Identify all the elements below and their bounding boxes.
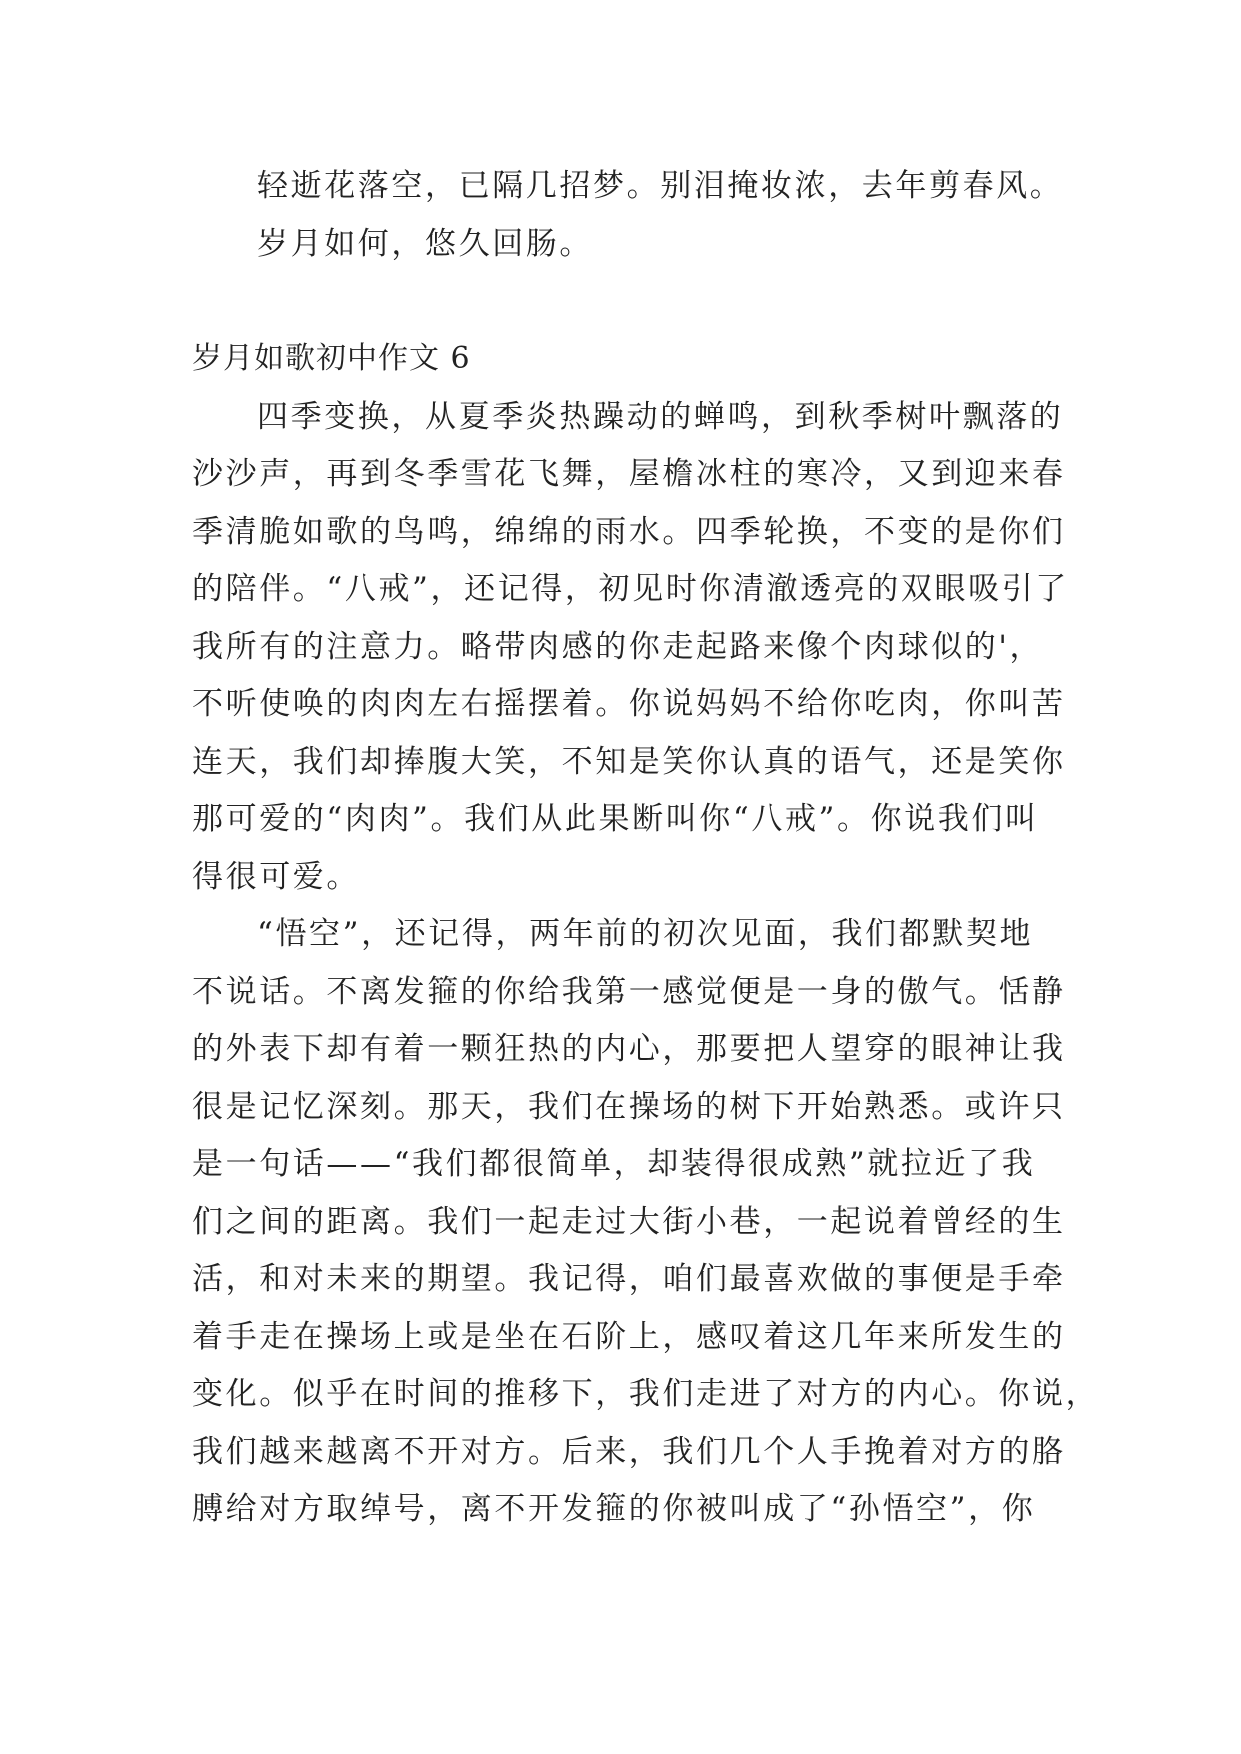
paragraph-line: 的陪伴。“八戒”，还记得，初见时你清澈透亮的双眼吸引了 [192,571,1069,607]
paragraph-line: 沙沙声，再到冬季雪花飞舞，屋檐冰柱的寒冷，又到迎来春 [192,456,1066,492]
paragraph-line: 我们越来越离不开对方。后来，我们几个人手挽着对方的胳 [192,1434,1066,1470]
paragraph-line: 不听使唤的肉肉左右摇摆着。你说妈妈不给你吃肉，你叫苦 [192,686,1066,722]
paragraph-line: 我所有的注意力。略带肉感的你走起路来像个肉球似的'， [192,629,1044,665]
paragraph-line: 变化。似乎在时间的推移下，我们走进了对方的内心。你说， [192,1376,1100,1412]
paragraph-line: 季清脆如歌的鸟鸣，绵绵的雨水。四季轮换，不变的是你们 [192,514,1066,550]
paragraph-line: 连天，我们却捧腹大笑，不知是笑你认真的语气，还是笑你 [192,744,1066,780]
poem-line: 岁月如何，悠久回肠。 [257,226,593,262]
paragraph-line: 们之间的距离。我们一起走过大街小巷，一起说着曾经的生 [192,1204,1066,1240]
poem-line: 轻逝花落空，已隔几招梦。别泪掩妆浓，去年剪春风。 [257,168,1064,204]
paragraph-line: “悟空”，还记得，两年前的初次见面，我们都默契地 [257,916,1034,952]
paragraph-line: 着手走在操场上或是坐在石阶上，感叹着这几年来所发生的 [192,1319,1066,1355]
paragraph-line: 得很可爱。 [192,859,360,895]
section-title: 岁月如歌初中作文 6 [192,341,471,376]
paragraph-line: 那可爱的“肉肉”。我们从此果断叫你“八戒”。你说我们叫 [192,801,1039,837]
paragraph-line: 膊给对方取绰号，离不开发箍的你被叫成了“孙悟空”，你 [192,1491,1036,1527]
paragraph-line: 活，和对未来的期望。我记得，咱们最喜欢做的事便是手牵 [192,1261,1066,1297]
paragraph-line: 是一句话——“我们都很简单，却装得很成熟”就拉近了我 [192,1146,1036,1182]
paragraph-line: 不说话。不离发箍的你给我第一感觉便是一身的傲气。恬静 [192,974,1066,1010]
paragraph-line: 很是记忆深刻。那天，我们在操场的树下开始熟悉。或许只 [192,1089,1066,1125]
paragraph-line: 的外表下却有着一颗狂热的内心，那要把人望穿的眼神让我 [192,1031,1066,1067]
paragraph-line: 四季变换，从夏季炎热躁动的蝉鸣，到秋季树叶飘落的 [257,399,1064,435]
